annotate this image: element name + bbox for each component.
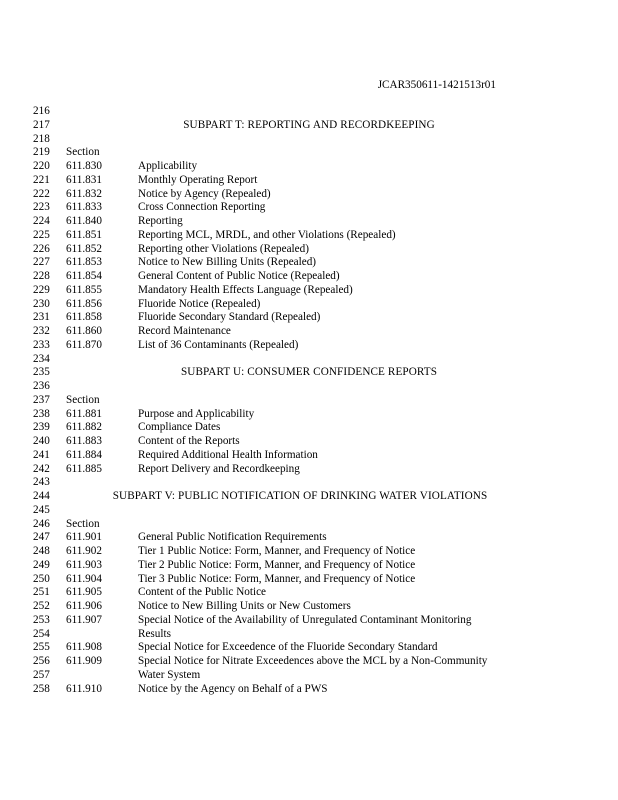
subpart-heading: SUBPART T: REPORTING AND RECORDKEEPING	[183, 118, 435, 131]
section-entry	[0, 655, 618, 669]
section-number: 611.851	[66, 228, 102, 241]
section-entry	[0, 669, 618, 683]
section-title: General Content of Public Notice (Repealed)	[138, 270, 340, 282]
section-number: 611.903	[66, 558, 102, 571]
line-number: 244	[33, 490, 50, 502]
line-number: 256	[33, 655, 50, 667]
line-number: 254	[33, 627, 50, 640]
section-entry	[0, 311, 618, 325]
section-number: 611.904	[66, 572, 102, 585]
subpart-heading-line	[0, 119, 618, 133]
line-number: 236	[33, 380, 50, 392]
line-number: 246	[33, 517, 50, 530]
section-entry	[0, 586, 618, 600]
document-id: JCAR350611-1421513r01	[377, 79, 496, 91]
section-title: Special Notice for Nitrate Exceedences above the MCL by a Non-Community	[138, 655, 488, 667]
section-number: 611.907	[66, 613, 102, 626]
line-number: 227	[33, 256, 50, 269]
subpart-heading: SUBPART V: PUBLIC NOTIFICATION OF DRINKING WATER VIOLATIONS	[112, 490, 488, 502]
section-title: Reporting MCL, MRDL, and other Violations (Repealed)	[138, 228, 396, 241]
section-number: 611.855	[66, 283, 102, 296]
section-number: 611.852	[66, 242, 102, 255]
section-entry	[0, 683, 618, 697]
line-number: 230	[33, 297, 50, 310]
section-column-label: Section	[66, 393, 100, 406]
section-entry	[0, 243, 618, 257]
section-entry	[0, 421, 618, 435]
line	[0, 133, 618, 147]
section-title: Purpose and Applicability	[138, 407, 255, 420]
subpart-heading: SUBPART U: CONSUMER CONFIDENCE REPORTS	[180, 366, 438, 379]
line-number: 221	[33, 173, 50, 186]
line-number: 224	[33, 215, 50, 227]
section-entry	[0, 201, 618, 215]
section-title: Required Additional Health Information	[138, 448, 318, 461]
section-title: Reporting	[138, 215, 183, 227]
line-number: 223	[33, 201, 50, 214]
section-title: Tier 2 Public Notice: Form, Manner, and Frequency of Notice	[138, 558, 416, 571]
line-number: 220	[33, 160, 50, 172]
section-number: 611.906	[66, 600, 102, 612]
line	[0, 504, 618, 518]
line-number: 217	[33, 118, 50, 131]
line-number: 245	[33, 503, 50, 516]
line-number: 235	[33, 366, 50, 379]
section-listing	[0, 105, 618, 696]
section-entry	[0, 600, 618, 614]
line-number: 238	[33, 407, 50, 420]
section-column-label: Section	[66, 146, 100, 159]
line-number: 252	[33, 600, 50, 612]
line-number: 232	[33, 325, 50, 337]
line	[0, 476, 618, 490]
section-title: Special Notice of the Availability of Unregulated Contaminant Monitoring	[138, 613, 472, 626]
section-number: 611.908	[66, 641, 102, 654]
line-number: 216	[33, 105, 50, 117]
line-number: 226	[33, 242, 50, 255]
section-entry	[0, 188, 618, 202]
section-title: Cross Connection Reporting	[138, 201, 266, 214]
section-title: Notice to New Billing Units or New Customers	[138, 600, 351, 612]
section-title: Mandatory Health Effects Language (Repealed)	[138, 283, 353, 296]
section-title: Notice by the Agency on Behalf of a PWS	[138, 682, 328, 695]
section-entry	[0, 641, 618, 655]
section-number: 611.910	[66, 682, 102, 695]
section-number: 611.909	[66, 655, 102, 667]
section-entry	[0, 628, 618, 642]
section-number: 611.858	[66, 311, 102, 324]
section-entry	[0, 559, 618, 573]
section-number: 611.860	[66, 325, 102, 337]
section-entry	[0, 408, 618, 422]
section-number: 611.901	[66, 531, 102, 544]
section-title: Compliance Dates	[138, 421, 221, 434]
subpart-heading-line	[0, 490, 618, 504]
line-number: 253	[33, 613, 50, 626]
section-title: Content of the Reports	[138, 435, 240, 447]
section-title: Monthly Operating Report	[138, 173, 258, 186]
line	[0, 518, 618, 532]
section-entry	[0, 229, 618, 243]
section-number: 611.833	[66, 201, 102, 214]
section-title: Reporting other Violations (Repealed)	[138, 242, 309, 255]
section-entry	[0, 449, 618, 463]
line-number: 225	[33, 228, 50, 241]
section-entry	[0, 215, 618, 229]
section-title: Applicability	[138, 160, 198, 172]
line-number: 241	[33, 448, 50, 461]
section-entry	[0, 325, 618, 339]
line	[0, 105, 618, 119]
section-number: 611.882	[66, 421, 102, 434]
section-entry	[0, 160, 618, 174]
section-entry	[0, 339, 618, 353]
line	[0, 353, 618, 367]
section-number: 611.870	[66, 338, 102, 351]
section-entry	[0, 174, 618, 188]
section-number: 611.854	[66, 270, 102, 282]
section-title: Water System	[138, 668, 201, 681]
section-number: 611.830	[66, 160, 102, 172]
section-title: Tier 3 Public Notice: Form, Manner, and Frequency of Notice	[138, 572, 416, 585]
section-number: 611.905	[66, 586, 102, 599]
section-column-label: Section	[66, 517, 100, 530]
line-number: 233	[33, 338, 50, 351]
section-entry	[0, 573, 618, 587]
section-title: Special Notice for Exceedence of the Fluoride Secondary Standard	[138, 641, 438, 654]
section-entry	[0, 531, 618, 545]
section-title: General Public Notification Requirements	[138, 531, 327, 544]
section-number: 611.902	[66, 545, 102, 557]
section-title: Results	[138, 627, 171, 640]
section-number: 611.885	[66, 462, 102, 475]
section-number: 611.853	[66, 256, 102, 269]
section-entry	[0, 463, 618, 477]
line	[0, 380, 618, 394]
line-number: 248	[33, 545, 50, 557]
section-entry	[0, 256, 618, 270]
section-number: 611.883	[66, 435, 102, 447]
line-number: 247	[33, 531, 50, 544]
section-number: 611.840	[66, 215, 102, 227]
line-number: 250	[33, 572, 50, 585]
line-number: 231	[33, 311, 50, 324]
section-number: 611.832	[66, 187, 102, 200]
section-title: Fluoride Secondary Standard (Repealed)	[138, 311, 321, 324]
line-number: 237	[33, 393, 50, 406]
section-entry	[0, 435, 618, 449]
line-number: 222	[33, 187, 50, 200]
section-title: Notice by Agency (Repealed)	[138, 187, 271, 200]
line-number: 255	[33, 641, 50, 654]
section-number: 611.881	[66, 407, 102, 420]
line-number: 239	[33, 421, 50, 434]
line-number: 234	[33, 352, 50, 365]
line-number: 258	[33, 682, 50, 695]
section-number: 611.884	[66, 448, 102, 461]
section-entry	[0, 270, 618, 284]
section-number: 611.856	[66, 297, 102, 310]
line-number: 219	[33, 146, 50, 159]
section-entry	[0, 545, 618, 559]
line-number: 240	[33, 435, 50, 447]
subpart-heading-line	[0, 366, 618, 380]
section-entry	[0, 614, 618, 628]
line-number: 242	[33, 462, 50, 475]
section-title: Tier 1 Public Notice: Form, Manner, and Frequency of Notice	[138, 545, 416, 557]
line-number: 243	[33, 476, 50, 489]
line-number: 229	[33, 283, 50, 296]
line	[0, 146, 618, 160]
line	[0, 394, 618, 408]
section-title: List of 36 Contaminants (Repealed)	[138, 338, 299, 351]
section-entry	[0, 284, 618, 298]
section-title: Notice to New Billing Units (Repealed)	[138, 256, 317, 269]
line-number: 218	[33, 132, 50, 145]
section-title: Report Delivery and Recordkeeping	[138, 462, 300, 475]
section-title: Content of the Public Notice	[138, 586, 267, 599]
line-number: 251	[33, 586, 50, 599]
section-title: Record Maintenance	[138, 325, 231, 337]
line-number: 228	[33, 270, 50, 282]
line-number: 249	[33, 558, 50, 571]
section-number: 611.831	[66, 173, 102, 186]
line-number: 257	[33, 668, 50, 681]
section-entry	[0, 298, 618, 312]
section-title: Fluoride Notice (Repealed)	[138, 297, 261, 310]
